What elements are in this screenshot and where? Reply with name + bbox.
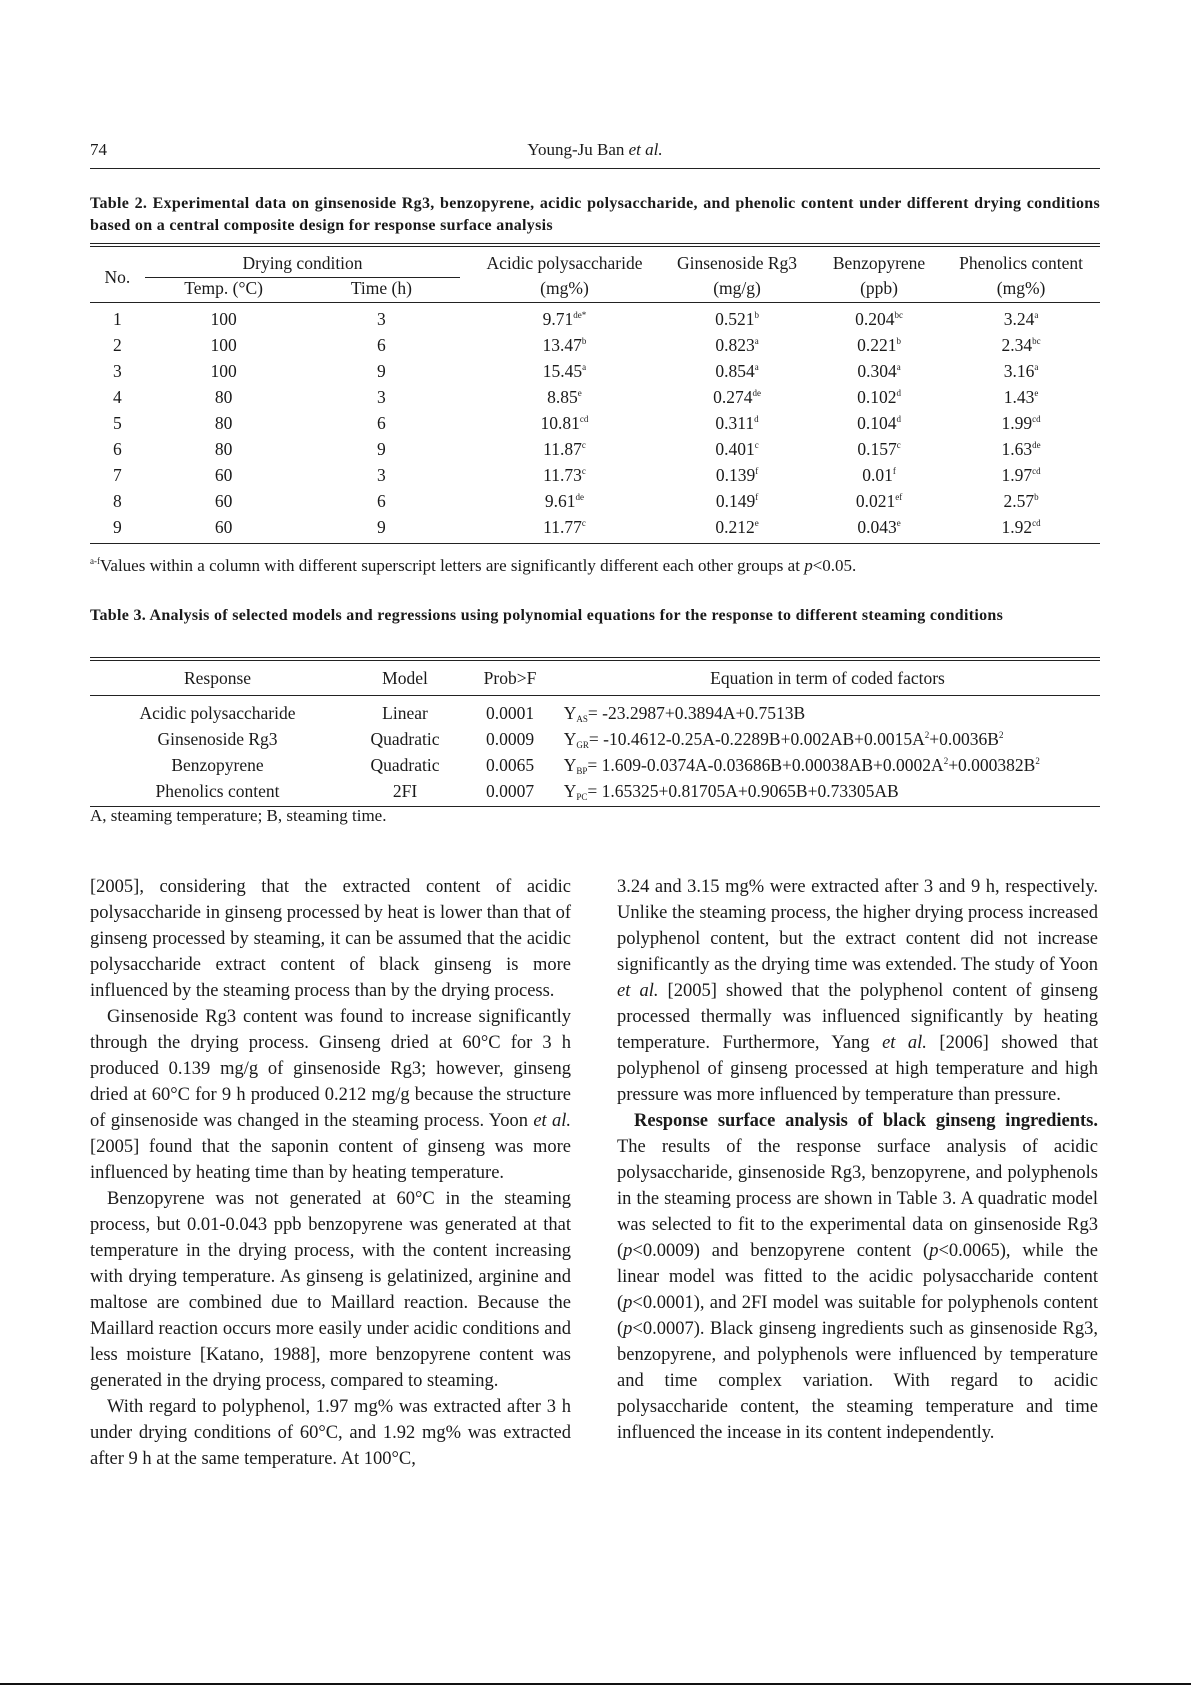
cell-temp: 60 — [214, 465, 233, 485]
cell-benzopyrene: 0.021$^{ef}$ — [855, 491, 903, 511]
header-prob: Prob>F — [483, 667, 537, 688]
cell-no: 8 — [112, 491, 122, 511]
cell-benzopyrene: 0.204$^{bc}$ — [855, 309, 903, 329]
cell-prob: 0.0001 — [485, 703, 535, 723]
cell-acidic-polysaccharide: 10.81$^{cd}$ — [540, 413, 589, 433]
cell-prob: 0.0065 — [485, 755, 535, 775]
cell-phenolics: 1.63de — [1001, 439, 1041, 459]
cell-time: 9 — [377, 361, 386, 381]
cell-temp: 100 — [210, 361, 237, 381]
table-row — [90, 436, 1100, 462]
table2-caption: Table 2. Experimental data on ginsenoside Rg3, benzopyrene, acidic polysaccharide, and phenolic content under different drying conditions based on a central composite design for response surface analysis — [90, 195, 1100, 234]
cell-phenolics: 2.57$^b$ — [1003, 491, 1039, 511]
header-ginsenoside-rg3: Ginsenoside Rg3 — [676, 253, 798, 273]
table3 — [90, 657, 1100, 807]
table-row — [90, 358, 1100, 384]
cell-ginsenoside-rg3: 0.521$^b$ — [715, 309, 759, 329]
cell-time: 6 — [377, 413, 386, 433]
cell-prob: 0.0007 — [485, 781, 535, 801]
running-head — [90, 140, 1100, 160]
cell-acidic-polysaccharide: 9.61de — [544, 491, 585, 511]
cell-no: 9 — [112, 517, 122, 537]
cell-phenolics: 1.43e — [1003, 387, 1039, 407]
cell-acidic-polysaccharide: 15.45$^a$ — [542, 361, 587, 381]
cell-acidic-polysaccharide: 11.73$^c$ — [543, 465, 586, 485]
cell-no: 6 — [112, 439, 122, 459]
table-row — [90, 726, 1100, 752]
cell-benzopyrene: 0.01$^f$ — [862, 465, 896, 485]
paragraph: Ginsenoside Rg3 content was found to increase significantly through the drying process. Ginseng dried at 60°C for 3 h produced 0.139 mg/g of ginsenoside Rg3; however, ginseng dried at 60°C for 9 h produced 0.212 mg/g because the structure of ginsenoside was changed in the steaming process. Yoon et al. [2005] found that the saponin content of ginseng was more influenced by heating time than by heating temperature. — [90, 1007, 571, 1183]
cell-temp: 80 — [214, 413, 233, 433]
header-benzopyrene: Benzopyrene — [832, 253, 926, 273]
table-row — [90, 514, 1100, 544]
cell-benzopyrene: 0.102$^d$ — [857, 387, 901, 407]
section-heading: Response surface analysis of black ginseng ingredients. — [634, 1111, 1098, 1131]
cell-response: Acidic polysaccharide — [139, 703, 296, 723]
paragraph: [2005], considering that the extracted content of acidic polysaccharide in ginseng processed by heat is lower than that of ginseng processed by steaming, it can be assumed that the acidic polysaccharide extract content of black ginseng is more influenced by the steaming process than by the drying process. — [90, 877, 571, 1001]
page-number: 74 — [90, 140, 107, 159]
cell-prob: 0.0009 — [485, 729, 535, 749]
cell-temp: 100 — [210, 335, 237, 355]
table-row — [90, 778, 1100, 807]
paragraph: 3.24 and 3.15 mg% were extracted after 3 and 9 h, respectively. Unlike the steaming process, the higher drying process increased polyphenol content, but the extract content did not increase significantly as the drying time was extended. The study of Yoon et al. [2005] showed that the polyphenol content of ginseng processed thermally was influenced significantly by heating temperature. Furthermore, Yang et al. [2006] showed that polyphenol of ginseng processed at high temperature and high pressure was more influenced by temperature than pressure. — [617, 877, 1098, 1105]
table3-note: A, steaming temperature; B, steaming time. — [90, 806, 387, 825]
running-head-author: Young-Ju Ban — [527, 140, 629, 159]
cell-ginsenoside-rg3: 0.212e — [715, 517, 759, 537]
cell-equation: $Y_{GR}= -10.4612-0.25A-0.2289B+0.002AB+0.0015A^2+0.0036B^2$ — [563, 729, 1004, 750]
cell-no: 5 — [112, 413, 122, 433]
cell-temp: 60 — [214, 491, 233, 511]
cell-response: Phenolics content — [155, 781, 280, 801]
cell-ginsenoside-rg3: 0.274de — [713, 387, 761, 407]
cell-benzopyrene: 0.104$^d$ — [857, 413, 901, 433]
header-phenolics-unit: (mg%) — [996, 277, 1046, 298]
header-acidic-polysaccharide-unit: (mg%) — [540, 277, 589, 298]
cell-time: 9 — [377, 517, 386, 537]
cell-temp: 100 — [210, 309, 237, 329]
cell-no: 3 — [112, 361, 122, 381]
cell-phenolics: 1.97$^{cd}$ — [1001, 465, 1041, 485]
header-benzopyrene-unit: (ppb) — [860, 277, 898, 298]
cell-benzopyrene: 0.221$^b$ — [857, 335, 901, 355]
header-ginsenoside-rg3-unit: (mg/g) — [713, 277, 761, 298]
table-row — [90, 332, 1100, 358]
cell-ginsenoside-rg3: 0.139$^f$ — [715, 465, 759, 485]
table-row — [90, 752, 1100, 778]
header-model: Model — [382, 667, 428, 688]
table-row — [90, 488, 1100, 514]
header-acidic-polysaccharide: Acidic polysaccharide — [486, 253, 643, 273]
cell-phenolics: 3.24$^a$ — [1003, 309, 1039, 329]
table-row — [90, 410, 1100, 436]
cell-acidic-polysaccharide: 11.77$^c$ — [543, 517, 586, 537]
cell-time: 9 — [377, 439, 386, 459]
cell-temp: 80 — [214, 439, 233, 459]
cell-no: 1 — [112, 309, 122, 329]
cell-model: Quadratic — [370, 729, 440, 749]
cell-acidic-polysaccharide: 11.87$^c$ — [543, 439, 586, 459]
table2-footnote: $^{a-f}$Values within a column with different superscript letters are significantly different each other groups at p<0.05. — [90, 556, 857, 575]
cell-time: 6 — [377, 335, 386, 355]
cell-equation: $Y_{BP}= 1.609-0.0374A-0.03686B+0.00038AB+0.0002A^2+0.000382B^2$ — [563, 755, 1040, 776]
cell-time: 3 — [377, 387, 386, 407]
cell-ginsenoside-rg3: 0.401$^c$ — [715, 439, 759, 459]
cell-acidic-polysaccharide: $9.71^{de*}$ — [542, 309, 587, 329]
cell-ginsenoside-rg3: 0.823$^a$ — [715, 335, 759, 355]
cell-no: 7 — [112, 465, 122, 485]
body-column-right — [617, 874, 1098, 1446]
table3-caption: Table 3. Analysis of selected models and regressions using polynomial equations for the response to different steaming conditions — [90, 607, 1004, 624]
cell-response: Ginsenoside Rg3 — [157, 729, 278, 749]
header-equation: Equation in term of coded factors — [710, 667, 945, 688]
header-no: No. — [104, 267, 131, 287]
cell-phenolics: 3.16$^a$ — [1003, 361, 1039, 381]
header-temp: Temp. (°C) — [184, 278, 263, 298]
table-row — [90, 384, 1100, 410]
header-phenolics: Phenolics content — [959, 253, 1084, 273]
cell-time: 3 — [377, 309, 386, 329]
cell-no: 2 — [112, 335, 122, 355]
cell-ginsenoside-rg3: 0.854$^a$ — [715, 361, 759, 381]
cell-temp: 80 — [214, 387, 233, 407]
cell-no: 4 — [112, 387, 122, 407]
paragraph: Response surface analysis of black ginseng ingredients. The results of the response surface analysis of acidic polysaccharide, ginsenoside Rg3, benzopyrene, and polyphenols in the steaming process are shown in Table 3. A quadratic model was selected to fit to the experimental data on ginsenoside Rg3 (p<0.0009) and benzopyrene content (p<0.0065), while the linear model was fitted to the acidic polysaccharide content (p<0.0001), and 2FI model was suitable for polyphenols content (p<0.0007). Black ginseng ingredients such as ginsenoside Rg3, benzopyrene, and polyphenols were influenced by temperature and time complex variation. With regard to acidic polysaccharide content, the steaming temperature and time influenced the incease in its content independently. — [617, 1111, 1098, 1443]
header-response: Response — [183, 667, 252, 688]
cell-phenolics: 1.92$^{cd}$ — [1001, 517, 1041, 537]
cell-response: Benzopyrene — [171, 755, 264, 775]
cell-model: Quadratic — [370, 755, 440, 775]
cell-model: Linear — [382, 703, 428, 723]
table2 — [90, 243, 1100, 544]
header-drying-condition: Drying condition — [145, 245, 461, 278]
cell-acidic-polysaccharide: 8.85e — [547, 387, 582, 407]
cell-benzopyrene: 0.304$^a$ — [857, 361, 901, 381]
paragraph: With regard to polyphenol, 1.97 mg% was extracted after 3 h under drying conditions of 60°C, and 1.92 mg% was extracted after 9 h at the same temperature. At 100°C, — [90, 1397, 571, 1469]
page-header — [90, 140, 1100, 169]
header-time: Time (h) — [350, 278, 412, 298]
cell-equation: $Y_{AS}= -23.2987+0.3894A+0.7513B$ — [563, 703, 806, 724]
cell-time: 6 — [377, 491, 386, 511]
cell-equation: $Y_{PC}= 1.65325+0.81705A+0.9065B+0.73305AB$ — [563, 781, 899, 802]
body-column-left — [90, 874, 571, 1472]
cell-time: 3 — [377, 465, 386, 485]
cell-phenolics: 2.34$^{bc}$ — [1001, 335, 1041, 355]
paragraph: Benzopyrene was not generated at 60°C in the steaming process, but 0.01-0.043 ppb benzopyrene was generated at that temperature in the drying process, with the content increasing with drying temperature. As ginseng is gelatinized, arginine and maltose are combined due to Maillard reaction. Because the Maillard reaction occurs more easily under acidic conditions and less moisture [Katano, 1988], more benzopyrene content was generated in the drying process, compared to steaming. — [90, 1189, 571, 1391]
cell-benzopyrene: 0.157$^c$ — [857, 439, 901, 459]
cell-benzopyrene: 0.043e — [857, 517, 901, 537]
table-row — [90, 462, 1100, 488]
cell-temp: 60 — [214, 517, 233, 537]
table-row — [90, 303, 1100, 333]
running-head-etal: et al. — [628, 140, 663, 159]
cell-ginsenoside-rg3: 0.149$^f$ — [715, 491, 759, 511]
cell-ginsenoside-rg3: 0.311$^d$ — [715, 413, 759, 433]
cell-model: 2FI — [392, 781, 418, 801]
cell-acidic-polysaccharide: 13.47$^b$ — [542, 335, 587, 355]
cell-phenolics: 1.99$^{cd}$ — [1001, 413, 1041, 433]
table-row — [90, 696, 1100, 727]
